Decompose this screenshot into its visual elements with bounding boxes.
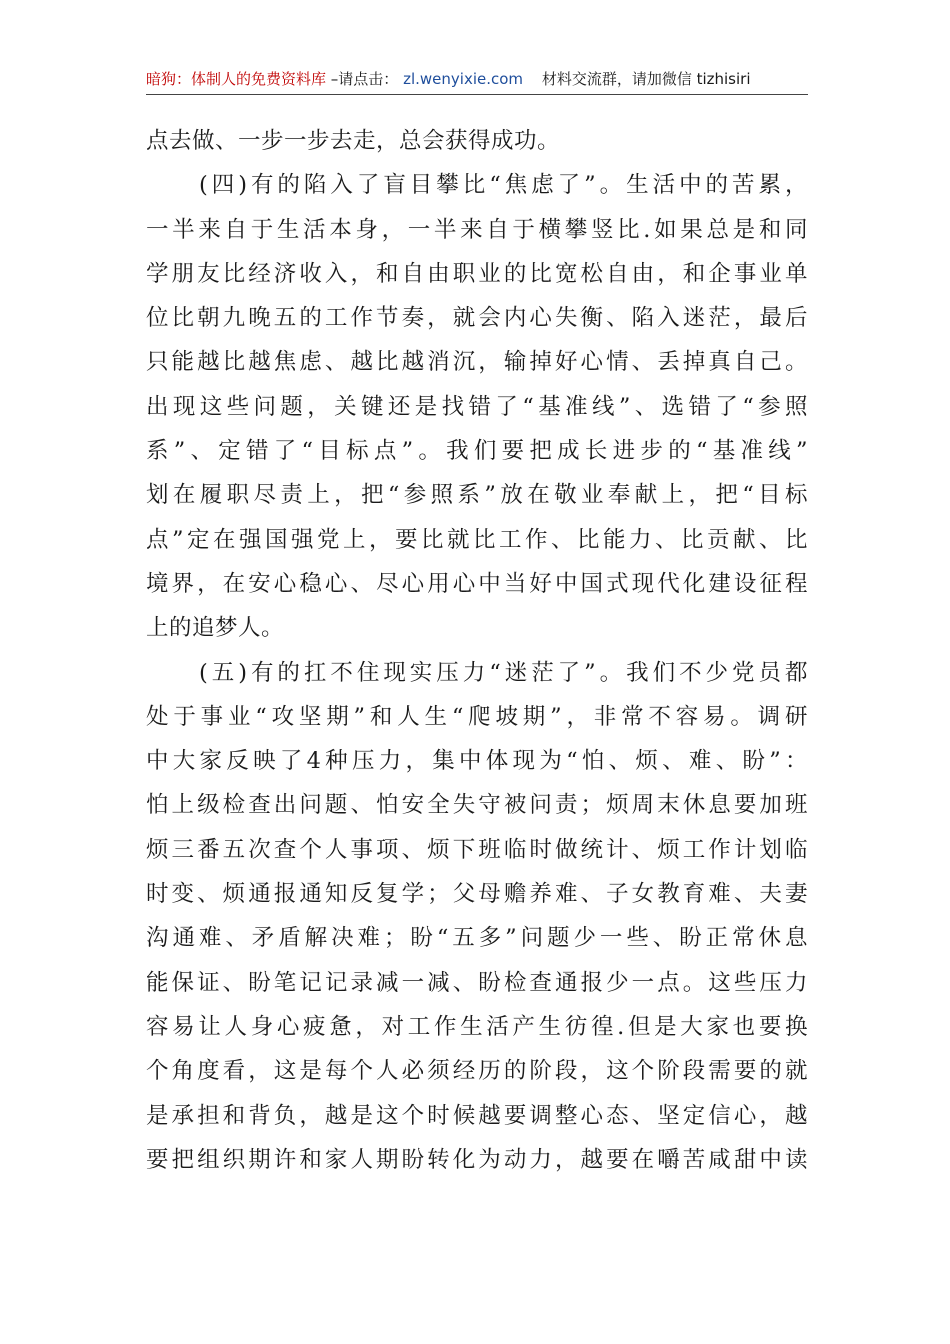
text-line: 只能越比越焦虑、越比越消沉，输掉好心情、丢掉真自己。 [146, 349, 808, 376]
text-line: 境界，在安心稳心、尽心用心中当好中国式现代化建设征程 [146, 570, 808, 597]
text-line: (五)有的扛不住现实压力“迷茫了”。我们不少党员都 [146, 659, 808, 686]
text-line: 位比朝九晚五的工作节奏，就会内心失衡、陷入迷茫，最后 [146, 305, 808, 332]
text-line: 点去做、一步一步去走，总会获得成功。 [146, 128, 561, 154]
header-divider [146, 94, 808, 95]
text-line: 出现这些问题，关键还是找错了“基准线”、选错了“参照 [146, 393, 808, 420]
text-line: 是承担和背负，越是这个时候越要调整心态、坚定信心，越 [146, 1102, 808, 1129]
header-contact: 材料交流群，请加微信 tizhisiri [541, 70, 751, 88]
header-url-link[interactable]: zl.wenyixie.com [403, 70, 524, 88]
text-line: 系”、定错了“目标点”。我们要把成长进步的“基准线” [146, 438, 808, 465]
text-line: 学朋友比经济收入，和自由职业的比宽松自由，和企事业单 [146, 260, 808, 287]
text-line: 划在履职尽责上，把“参照系”放在敬业奉献上，把“目标 [146, 482, 808, 509]
text-line: 沟通难、矛盾解决难；盼“五多”问题少一些、盼正常休息 [146, 925, 808, 952]
text-line: 烦三番五次查个人事项、烦下班临时做统计、烦工作计划临 [146, 836, 808, 863]
page-header [146, 66, 806, 94]
text-line: (四)有的陷入了盲目攀比“焦虑了”。生活中的苦累， [146, 172, 808, 199]
text-line: 处于事业“攻坚期”和人生“爬坡期”，非常不容易。调研 [146, 703, 808, 730]
text-line: 个角度看，这是每个人必须经历的阶段，这个阶段需要的就 [146, 1058, 808, 1085]
document-body [146, 119, 808, 1182]
header-brand: 暗狗：体制人的免费资料库 [146, 70, 327, 88]
text-line: 上的追梦人。 [146, 615, 285, 642]
header-prompt: –请点击： [330, 70, 399, 88]
text-line: 能保证、盼笔记记录减一减、盼检查通报少一点。这些压力 [146, 969, 808, 996]
text-line: 要把组织期许和家人期盼转化为动力，越要在嚼苦咸甜中读 [146, 1146, 808, 1173]
text-line: 一半来自于生活本身，一半来自于横攀竖比.如果总是和同 [146, 216, 808, 243]
text-line: 怕上级检查出问题、怕安全失守被问责；烦周末休息要加班 [146, 792, 808, 819]
text-line: 中大家反映了4种压力，集中体现为“怕、烦、难、盼”： [146, 748, 808, 775]
text-line: 时变、烦通报通知反复学；父母赡养难、子女教育难、夫妻 [146, 881, 808, 908]
text-line: 容易让人身心疲惫，对工作生活产生彷徨.但是大家也要换 [146, 1013, 808, 1040]
text-line: 点”定在强国强党上，要比就比工作、比能力、比贡献、比 [146, 526, 808, 553]
